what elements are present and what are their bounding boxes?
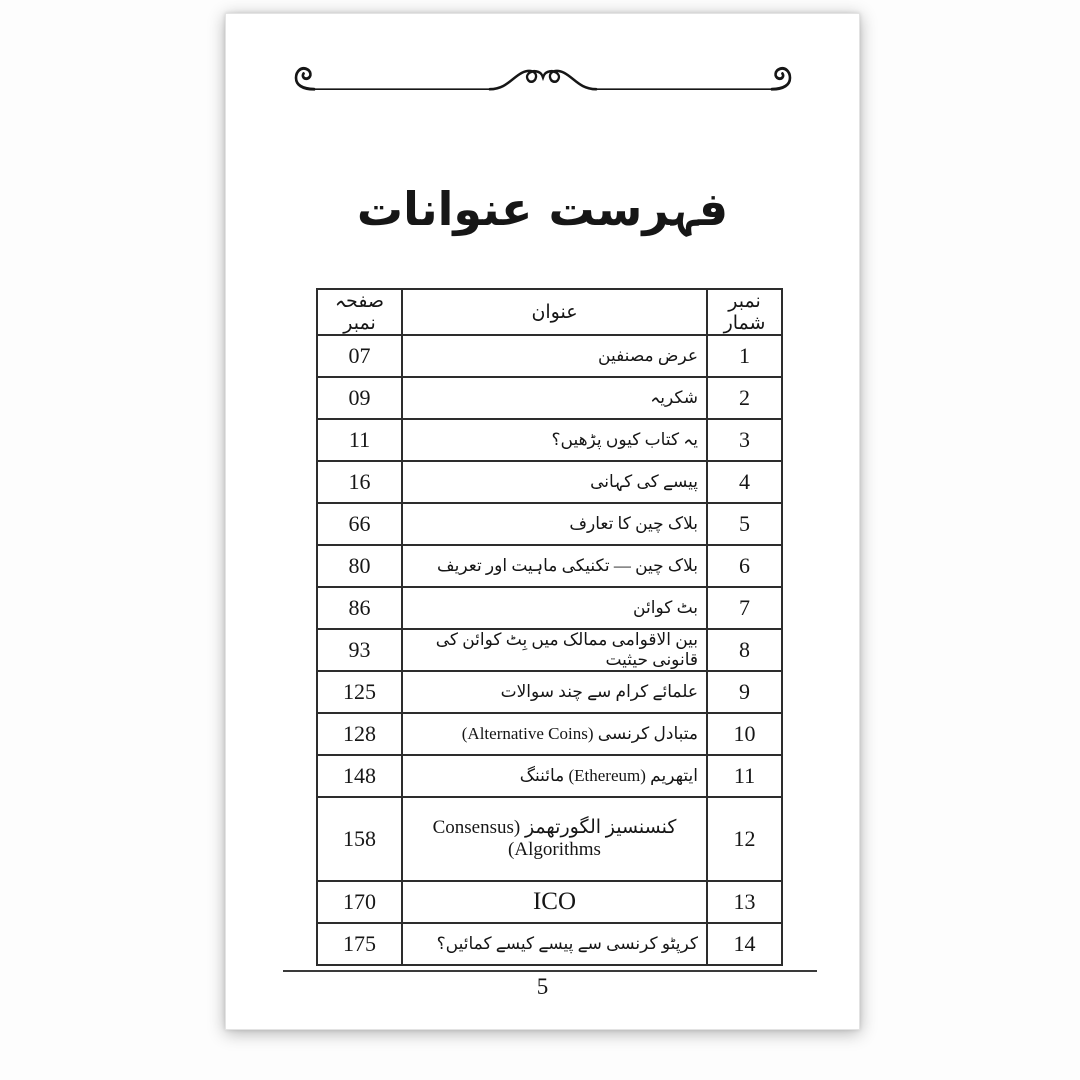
toc-page-number: 158 — [317, 797, 402, 881]
toc-serial: 2 — [707, 377, 782, 419]
toc-page-number: 86 — [317, 587, 402, 629]
toc-entry-title: یہ کتاب کیوں پڑھیں؟ — [402, 419, 707, 461]
toc-page-number: 80 — [317, 545, 402, 587]
toc-table — [316, 288, 783, 966]
toc-row — [317, 545, 782, 587]
toc-serial: 12 — [707, 797, 782, 881]
toc-row — [317, 797, 782, 881]
header-serial-number: نمبر شمار — [707, 289, 782, 335]
page-title: فہرست عنوانات — [356, 182, 729, 236]
toc-serial: 6 — [707, 545, 782, 587]
toc-row — [317, 629, 782, 671]
toc-row — [317, 587, 782, 629]
toc-serial: 3 — [707, 419, 782, 461]
toc-serial: 4 — [707, 461, 782, 503]
toc-page-number: 170 — [317, 881, 402, 923]
toc-page-number: 16 — [317, 461, 402, 503]
toc-row — [317, 755, 782, 797]
toc-serial: 5 — [707, 503, 782, 545]
toc-serial: 7 — [707, 587, 782, 629]
decorative-divider-icon — [292, 62, 794, 96]
toc-serial: 11 — [707, 755, 782, 797]
toc-entry-title: کنسنسیز الگورتھمز (Consensus Algorithms) — [402, 797, 707, 881]
header-title: عنوان — [402, 289, 707, 335]
toc-page-number: 128 — [317, 713, 402, 755]
toc-page-number: 93 — [317, 629, 402, 671]
toc-entry-title: بلاک چین کا تعارف — [402, 503, 707, 545]
toc-entry-title: بٹ کوائن — [402, 587, 707, 629]
toc-entry-title: عرض مصنفین — [402, 335, 707, 377]
toc-serial: 1 — [707, 335, 782, 377]
toc-entry-title: ایتھریم (Ethereum) مائننگ — [402, 755, 707, 797]
toc-serial: 14 — [707, 923, 782, 965]
toc-row — [317, 335, 782, 377]
toc-entry-title: بلاک چین — تکنیکی ماہیت اور تعریف — [402, 545, 707, 587]
toc-page-number: 148 — [317, 755, 402, 797]
toc-row — [317, 461, 782, 503]
toc-page-number: 07 — [317, 335, 402, 377]
toc-row — [317, 881, 782, 923]
toc-entry-title: بین الاقوامی ممالک میں بِٹ کوائن کی قانونی حیثیت — [402, 629, 707, 671]
book-page — [225, 13, 860, 1030]
toc-entry-title: علمائے کرام سے چند سوالات — [402, 671, 707, 713]
toc-entry-title: ICO — [402, 881, 707, 923]
toc-entry-title: پیسے کی کہانی — [402, 461, 707, 503]
footer-page-number: 5 — [536, 974, 549, 999]
toc-header-row — [317, 289, 782, 335]
header-page-number: صفحہ نمبر — [317, 289, 402, 335]
footer-divider — [283, 970, 817, 972]
toc-row — [317, 419, 782, 461]
toc-row — [317, 713, 782, 755]
toc-row — [317, 923, 782, 965]
toc-row — [317, 671, 782, 713]
toc-row — [317, 377, 782, 419]
toc-entry-title: شکریہ — [402, 377, 707, 419]
toc-page-number: 175 — [317, 923, 402, 965]
toc-page-number: 66 — [317, 503, 402, 545]
toc-serial: 10 — [707, 713, 782, 755]
toc-serial: 8 — [707, 629, 782, 671]
toc-entry-title: کرپٹو کرنسی سے پیسے کیسے کمائیں؟ — [402, 923, 707, 965]
toc-page-number: 125 — [317, 671, 402, 713]
toc-entry-title: متبادل کرنسی (Alternative Coins) — [402, 713, 707, 755]
toc-row — [317, 503, 782, 545]
toc-serial: 9 — [707, 671, 782, 713]
toc-page-number: 09 — [317, 377, 402, 419]
toc-serial: 13 — [707, 881, 782, 923]
toc-page-number: 11 — [317, 419, 402, 461]
